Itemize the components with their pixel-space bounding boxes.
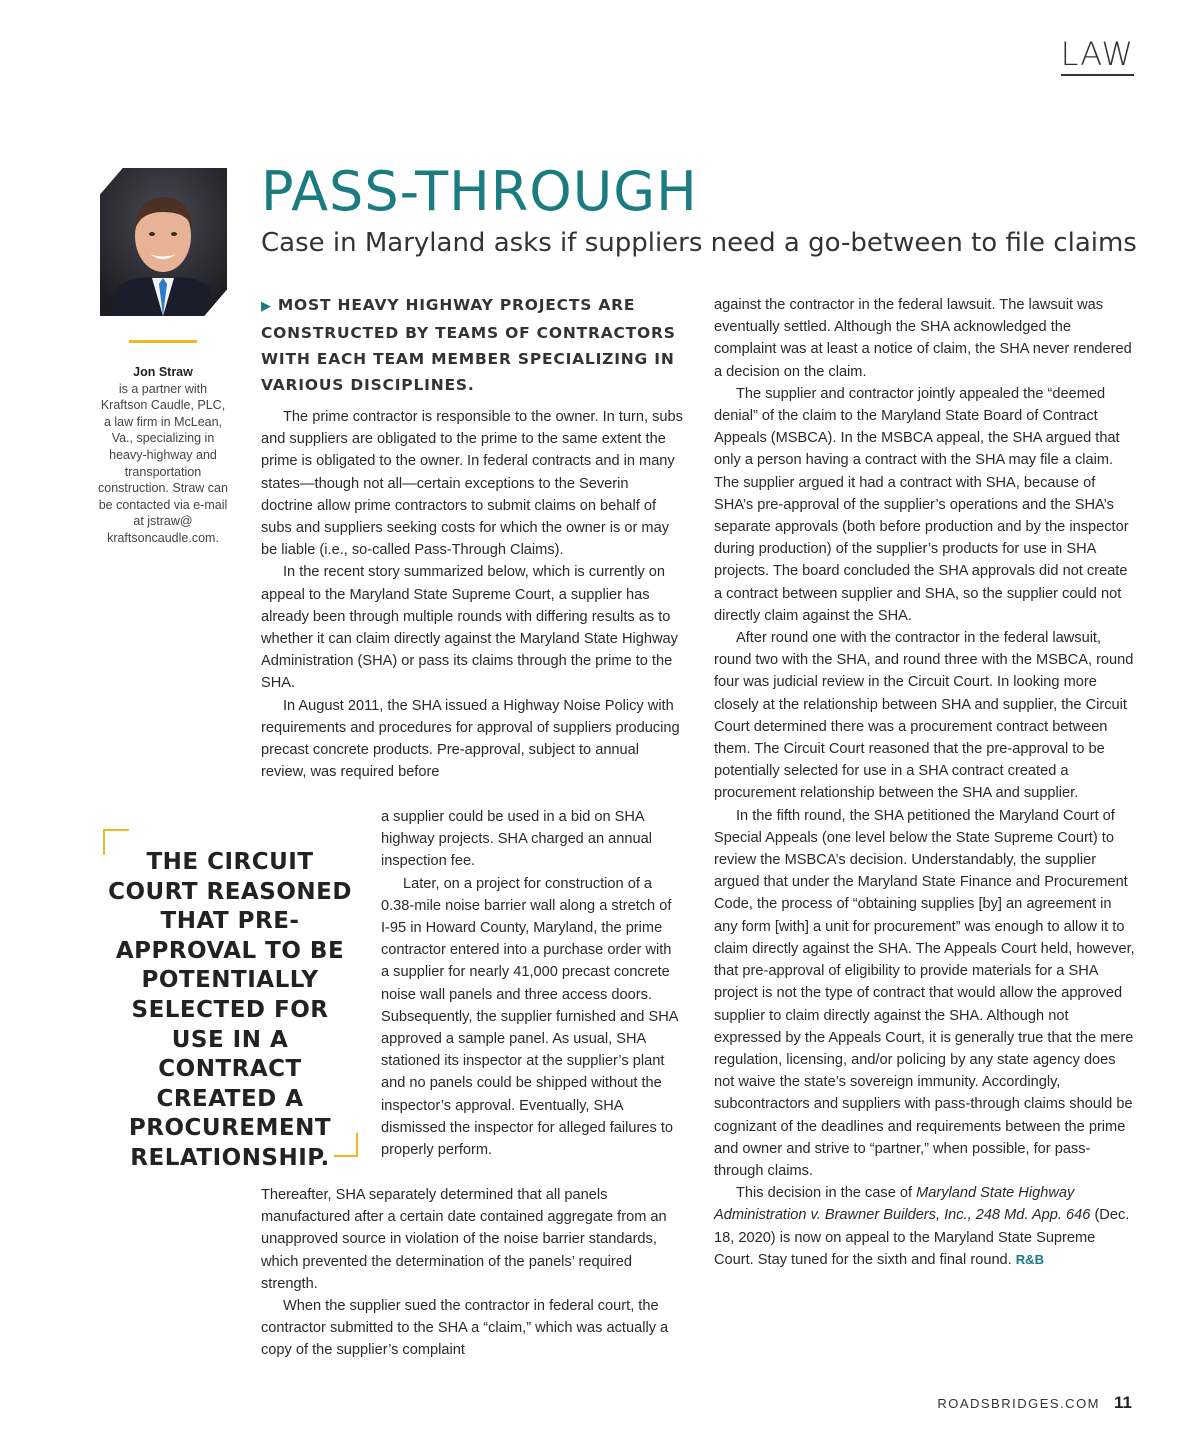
page-footer <box>937 1392 1132 1415</box>
paragraph: against the contractor in the federal lawsuit. The lawsuit was eventually settled. Although the SHA acknowledged the complaint was at least a notice of claim, the SHA never rendered a decision on the claim. <box>714 297 1132 380</box>
column-1-bottom <box>261 1184 683 1362</box>
paragraph: The prime contractor is responsible to the owner. In turn, subs and suppliers are obligated to the prime to the same extent the prime is obligated to the owner. In federal contracts and in many states—though not all—certain exceptions to the Severin doctrine allow prime contractors to submit claims on behalf of subs and suppliers seeking costs for which the owner is or may be liable (i.e., so-called Pass-Through Claims). <box>261 409 683 559</box>
paragraph: In the fifth round, the SHA petitioned the Maryland Court of Special Appeals (one level below the State Supreme Court) to review the MSBCA’s decision. Understandably, the supplier argued that under the Maryland State Finance and Procurement Code, the process of “obtaining supplies [by] an agreement in any form [with] a unit for procurement” was enough to allow it to claim directly against the SHA. The Appeals Court held, however, that pre-approval of eligibility to provide materials for a SHA project is not the type of contract that would allow the approved supplier to claim directly against the SHA. Although not expressed by the Appeals Court, it is generally true that the mere regulation, licensing, and/or policing by any state agency does not waive the state’s sovereign immunity. Accordingly, subcontractors and suppliers with pass-through claims should be cognizant of the deadlines and requirements between the prime and owner and strive to “partner,” when possible, for pass-through claims. <box>714 807 1135 1179</box>
author-name: Jon Straw <box>133 365 193 379</box>
pull-quote-bracket-bottom <box>334 1133 358 1157</box>
triangle-right-icon: ▶ <box>261 299 272 314</box>
column-2 <box>714 294 1136 1271</box>
article-intro <box>261 292 681 398</box>
intro-text: MOST HEAVY HIGHWAY PROJECTS ARE CONSTRUCTED BY TEAMS OF CONTRACTORS WITH EACH TEAM MEMBER SPECIALIZING IN VARIOUS DISCIPLINES. <box>261 296 676 394</box>
article-title: PASS-THROUGH <box>261 160 698 223</box>
paragraph: The supplier and contractor jointly appealed the “deemed denial” of the claim to the Maryland State Board of Contract Appeals (MSBCA). In the MSBCA appeal, the SHA argued that only a person having a contract with the SHA may file a claim. The supplier argued it had a contract with SHA, because of SHA’s pre-approval of the supplier’s operations and the SHA’s separate approvals (both before production and by the inspector during production) of the supplier’s products for use in SHA projects. The board concluded the SHA approvals did not create a contract between supplier and SHA, so the supplier could not directly claim against the SHA. <box>714 385 1129 624</box>
section-label: LAW <box>1061 36 1134 76</box>
paragraph-closing <box>714 1182 1136 1271</box>
closing-lead: This decision in the case of <box>736 1185 913 1202</box>
page-number: 11 <box>1114 1393 1132 1412</box>
bio-divider <box>129 340 197 343</box>
paragraph: In the recent story summarized below, which is currently on appeal to the Maryland State Supreme Court, a supplier has already been through multiple rounds with differing results as to whether it can claim directly against the Maryland State Highway Administration (SHA) or pass its claims through the prime to the SHA. <box>261 564 678 692</box>
author-bio-text: is a partner with Kraftson Caudle, PLC, a law firm in McLean, Va., specializing in heavy-highway and transportation construction. Straw can be contacted via e-mail at jstraw@ kraftsoncaudle.com. <box>98 381 228 545</box>
column-1-top <box>261 406 683 783</box>
paragraph: Later, on a project for construction of a 0.38-mile noise barrier wall along a stretch of I-95 in Howard County, Maryland, the prime contractor entered into a purchase order with a supplier for nearly 41,000 precast concrete noise wall panels and three access doors. Subsequently, the supplier furnished and SHA approved a sample panel. As usual, SHA stationed its inspector at the supplier’s plant and no panels could be shipped without the inspector’s approval. Eventually, SHA dismissed the inspector for alleged failures to properly perform. <box>381 875 678 1159</box>
closing-tail: (Dec. 18, 2020) is now on appeal to the Maryland State Supreme Court. Stay tuned for the sixth and final round. <box>714 1207 1130 1268</box>
author-bio <box>96 364 230 547</box>
pull-quote: THE CIRCUIT COURT REASONED THAT PRE-APPROVAL TO BE POTENTIALLY SELECTED FOR USE IN A CONTRACT CREATED A PROCUREMENT RELATIONSHIP. <box>108 849 352 1171</box>
paragraph: In August 2011, the SHA issued a Highway Noise Policy with requirements and procedures for approval of suppliers producing precast concrete products. Pre-approval, subject to annual review, was required before <box>261 697 680 781</box>
case-citation: Maryland State Highway Administration v. Brawner Builders, Inc., 248 Md. App. 646 <box>714 1185 1091 1224</box>
footer-site: ROADSBRIDGES.COM <box>937 1396 1101 1411</box>
paragraph: Thereafter, SHA separately determined that all panels manufactured after a certain date contained aggregate from an unapproved source in violation of the noise barrier standards, which prevented the determination of the panels’ required strength. <box>261 1187 667 1292</box>
column-1-middle <box>381 806 683 1161</box>
paragraph: When the supplier sued the contractor in federal court, the contractor submitted to the SHA a “claim,” which was actually a copy of the supplier’s complaint <box>261 1298 669 1359</box>
end-mark: R&B <box>1015 1251 1044 1267</box>
paragraph: After round one with the contractor in the federal lawsuit, round two with the SHA, and round three with the MSBCA, round four was judicial review in the Circuit Court. In looking more closely at the relationship between SHA and supplier, the Circuit Court determined there was a procurement contract between them. The Circuit Court reasoned that the pre-approval to be potentially selected for use in a SHA contract created a procurement relationship between the SHA and supplier. <box>714 630 1134 802</box>
author-photo <box>100 168 227 316</box>
article-subtitle: Case in Maryland asks if suppliers need a go-between to file claims <box>261 228 1137 258</box>
author-portrait-image <box>100 168 227 316</box>
paragraph: a supplier could be used in a bid on SHA highway projects. SHA charged an annual inspection fee. <box>381 809 652 870</box>
